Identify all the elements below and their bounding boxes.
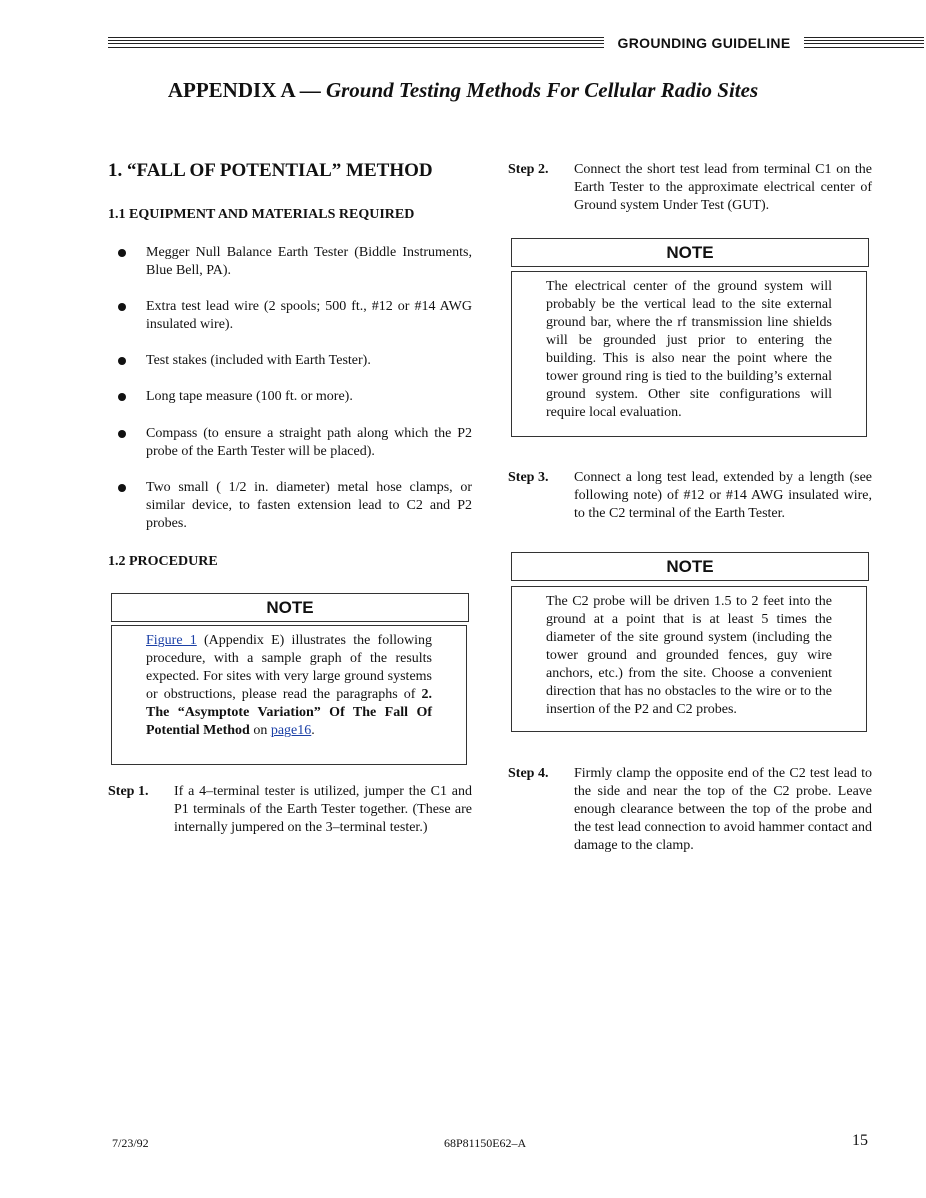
bullet-icon — [118, 430, 126, 438]
step-text: Firmly clamp the opposite end of the C2 test lead to the side and near the top of the C2 probe. Leave enough clearance between the top of the probe and the test lead connection to avoid hammer contact and damage to the clamp. — [574, 766, 872, 853]
footer-doc-number: 68P81150E62–A — [444, 1136, 527, 1150]
running-header — [108, 34, 924, 52]
bullet-icon — [118, 249, 126, 257]
figure-link[interactable]: Figure 1 — [146, 633, 197, 648]
page-number: 15 — [852, 1132, 868, 1149]
note-body: Figure 1 (Appendix E) illustrates the following procedure, with a sample graph of the results expected. For sites with very large ground systems or obstructions, please read the paragraphs of 2. The “Asymptote Variation” Of The Fall Of Potential Method on page16. — [111, 625, 467, 765]
note-body: The C2 probe will be driven 1.5 to 2 feet into the ground at a point that is at least 5 times the diameter of the site ground system (including the tower ground and grounded fences, guy wire anchors, etc.) from the site. Choose a convenient direction that has no obstacles to the wire or to the insertion of the P2 and C2 probes. — [511, 586, 867, 732]
procedure-heading: 1.2 PROCEDURE — [108, 554, 218, 569]
list-item: Two small ( 1/2 in. diameter) metal hose clamps, or similar device, to fasten extension lead to C2 and P2 probes. — [108, 479, 472, 533]
note-title: NOTE — [511, 552, 869, 581]
step-label: Step 1. — [108, 784, 149, 799]
header-rule-left — [108, 37, 604, 48]
header-rule-right — [804, 37, 924, 48]
bullet-icon — [118, 393, 126, 401]
footer-date: 7/23/92 — [112, 1136, 149, 1150]
bullet-icon — [118, 357, 126, 365]
step-text: If a 4–terminal tester is utilized, jumper the C1 and P1 terminals of the Earth Tester together. (These are internally jumpered on the 3–terminal tester.) — [174, 784, 472, 835]
header-section-title: GROUNDING GUIDELINE — [617, 35, 791, 51]
step-text: Connect a long test lead, extended by a length (see following note) of #12 or #14 AWG insulated wire, to the C2 terminal of the Earth Tester. — [574, 470, 872, 521]
page-title — [0, 78, 926, 103]
note-body: The electrical center of the ground system will probably be the vertical lead to the site external ground bar, where the rf transmission line shields will be grounded just prior to entering the building. This is also near the point where the tower ground ring is tied to the building’s external ground system. Other site configurations will require local evaluation. — [511, 271, 867, 437]
bullet-icon — [118, 484, 126, 492]
note-title: NOTE — [511, 238, 869, 267]
title-italic: Ground Testing Methods For Cellular Radio Sites — [325, 78, 759, 102]
step-label: Step 2. — [508, 162, 549, 177]
page-link[interactable]: page16 — [270, 723, 312, 738]
note-title: NOTE — [111, 593, 469, 622]
step-label: Step 4. — [508, 766, 549, 781]
step-label: Step 3. — [508, 470, 549, 485]
list-item: Test stakes (included with Earth Tester). — [108, 352, 472, 370]
list-item: Long tape measure (100 ft. or more). — [108, 388, 472, 406]
list-item: Compass (to ensure a straight path along which the P2 probe of the Earth Tester will be placed). — [108, 425, 472, 461]
step-text: Connect the short test lead from terminal C1 on the Earth Tester to the approximate electrical center of Ground system Under Test (GUT). — [574, 162, 872, 213]
title-prefix: APPENDIX A — — [167, 78, 326, 102]
equipment-heading: 1.1 EQUIPMENT AND MATERIALS REQUIRED — [108, 207, 415, 222]
section-heading: 1. “FALL OF POTENTIAL” METHOD — [108, 160, 433, 181]
list-item: Extra test lead wire (2 spools; 500 ft., #12 or #14 AWG insulated wire). — [108, 298, 472, 334]
list-item: Megger Null Balance Earth Tester (Biddle Instruments, Blue Bell, PA). — [108, 244, 472, 280]
bullet-icon — [118, 303, 126, 311]
note-bold-reference: 2. The “Asymptote Variation” Of The Fall Of Potential Method — [146, 687, 432, 738]
